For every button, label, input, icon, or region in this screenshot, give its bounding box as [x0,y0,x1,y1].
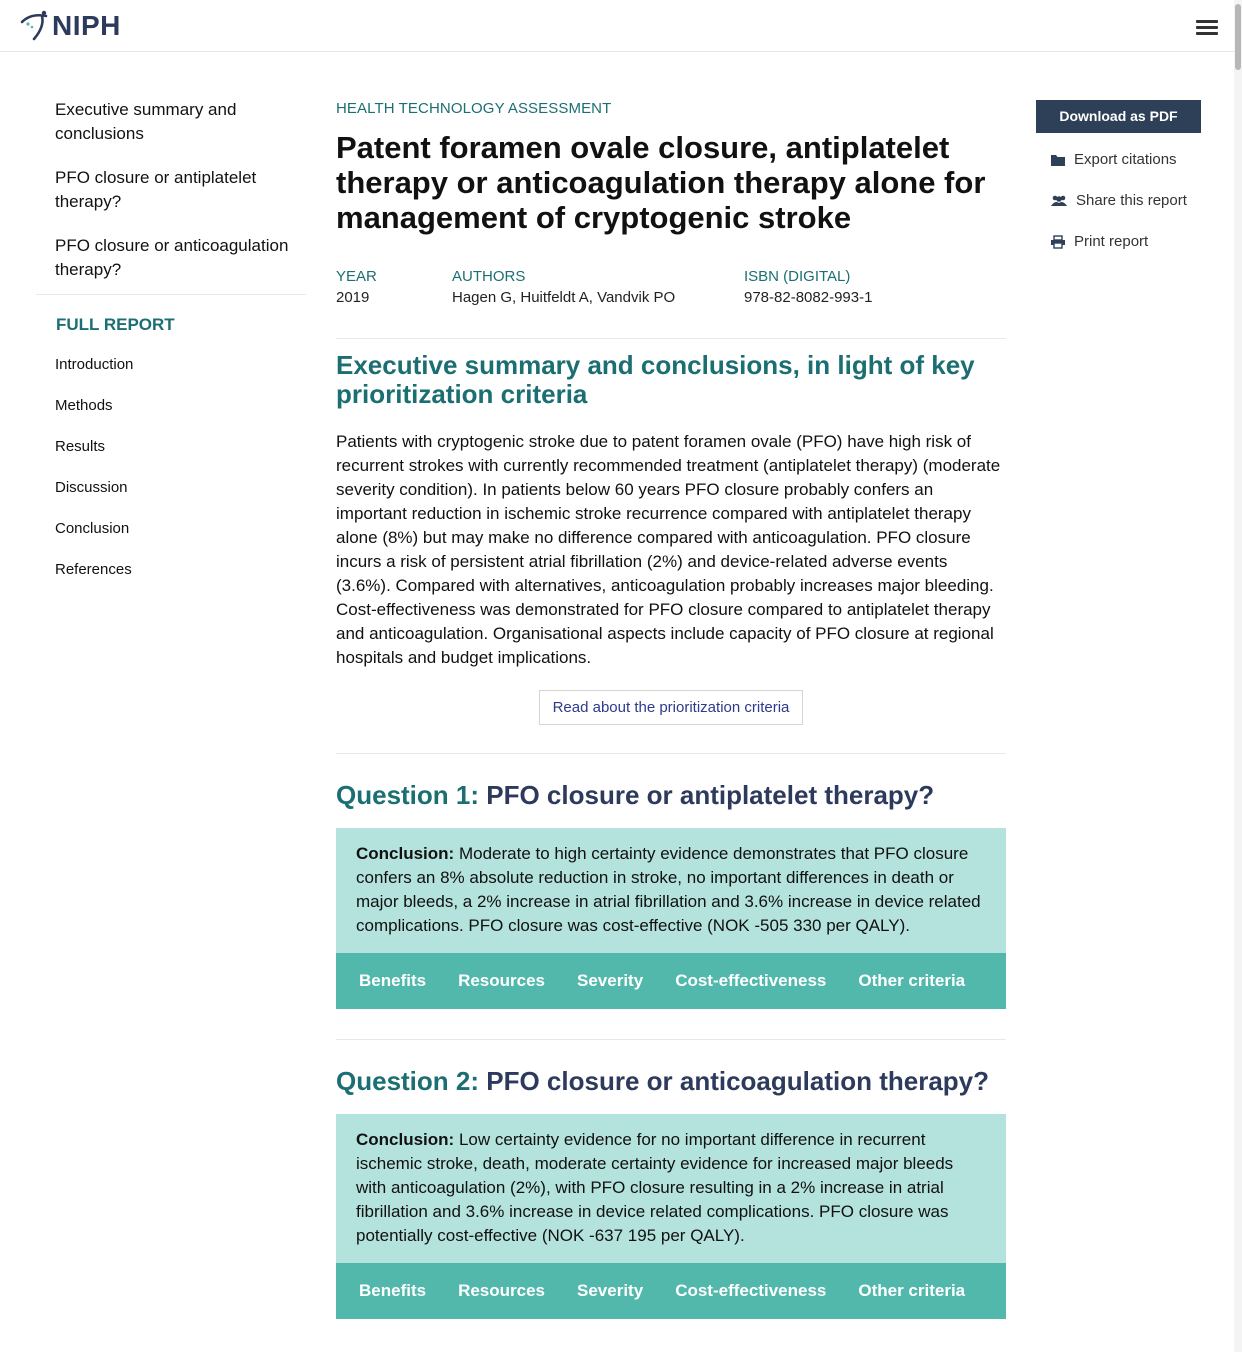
isbn-label: ISBN (DIGITAL) [744,268,851,285]
nav-discussion[interactable]: Discussion [55,479,128,496]
authors-label: AUTHORS [452,268,526,285]
tab-severity[interactable]: Severity [577,971,644,990]
report-actions [1036,100,1201,262]
nav-conclusion[interactable]: Conclusion [55,520,130,537]
nav-methods[interactable]: Methods [55,397,113,414]
nav-introduction[interactable]: Introduction [55,356,134,373]
tab-benefits[interactable]: Benefits [359,971,427,990]
niph-logo-icon [20,10,50,42]
report-category: HEALTH TECHNOLOGY ASSESSMENT [336,100,612,117]
conclusion-text: Low certainty evidence for no important difference in recurrent ischemic stroke, death, moderate certainty evidence for increased major bleeds with anticoagulation (2%), with PFO closure resulting in a 2% increase in atrial fibrillation and 3.6% increase in device related complications. PFO closure was potentially cost-effective (NOK -637 195 per QALY). [356,1130,954,1245]
scrollbar-thumb[interactable] [1235,4,1241,70]
export-citations-link[interactable] [1036,139,1201,180]
question-2-title: PFO closure or anticoagulation therapy? [486,1066,989,1096]
question-2-conclusion [336,1114,1006,1263]
conclusion-label: Conclusion: [356,844,455,863]
tab-other-criteria[interactable]: Other criteria [858,1281,966,1300]
toc-item-question-1[interactable]: PFO closure or antiplatelet therapy? [55,168,257,211]
section-divider [336,753,1006,754]
isbn-value: 978-82-8082-993-1 [744,289,873,306]
report-meta [336,266,1006,308]
question-1-title: PFO closure or antiplatelet therapy? [486,780,935,810]
question-2-criteria-tabs [336,1263,1006,1319]
nav-references[interactable]: References [55,561,132,578]
section-divider [336,1039,1006,1040]
tab-cost-effectiveness[interactable]: Cost-effectiveness [675,1281,827,1300]
print-report-link[interactable] [1036,221,1201,262]
scrollbar[interactable] [1234,0,1242,1352]
full-report-heading: FULL REPORT [56,315,175,334]
share-report-label: Share this report [1076,192,1187,209]
toc-item-question-2[interactable]: PFO closure or anticoagulation therapy? [55,236,289,279]
tab-benefits[interactable]: Benefits [359,1281,427,1300]
summary-heading: Executive summary and conclusions, in light of key prioritization criteria [336,350,975,409]
question-2-number: Question 2: [336,1066,480,1096]
left-navigation [36,98,306,601]
prioritization-criteria-button[interactable]: Read about the prioritization criteria [539,690,804,725]
summary-text: Patients with cryptogenic stroke due to patent foramen ovale (PFO) have high risk of recurrent strokes with currently recommended treatment (antiplatelet therapy) (moderate severity condition). In patients below 60 years PFO closure probably confers an important reduction in ischemic stroke recurrence compared with antiplatelet therapy alone (8%) but may make no difference compared with anticoagulation. PFO closure incurs a risk of persistent atrial fibrillation (2%) and device-related adverse events (3.6%). Compared with alternatives, anticoagulation probably increases major bleeding. Cost-effectiveness was demonstrated for PFO closure compared to antiplatelet therapy and anticoagulation. Organisational aspects include capacity of PFO closure at regional hospitals and budget implications. [336,432,1001,667]
tab-resources[interactable]: Resources [458,971,546,990]
niph-logo[interactable] [20,8,121,44]
toc-item-executive-summary[interactable]: Executive summary and conclusions [55,100,237,143]
folder-icon [1050,153,1066,167]
question-2-heading [336,1066,1006,1096]
year-label: YEAR [336,268,377,285]
question-1-number: Question 1: [336,780,480,810]
print-report-label: Print report [1074,233,1149,250]
logo-text: NIPH [52,10,121,41]
question-1-heading [336,780,1006,810]
print-icon [1050,235,1066,249]
hamburger-menu-icon[interactable] [1196,18,1220,36]
question-1-criteria-tabs [336,953,1006,1009]
nav-results[interactable]: Results [55,438,106,455]
export-citations-label: Export citations [1074,151,1177,168]
share-report-link[interactable] [1036,180,1201,221]
tab-other-criteria[interactable]: Other criteria [858,971,966,990]
tab-severity[interactable]: Severity [577,1281,644,1300]
report-title: Patent foramen ovale closure, antiplatelet therapy or anticoagulation therapy alone for management of cryptogenic stroke [336,130,986,235]
tab-resources[interactable]: Resources [458,1281,546,1300]
nav-divider [36,294,306,295]
authors-value: Hagen G, Huitfeldt A, Vandvik PO [452,289,676,306]
main-content [336,98,1006,1319]
tab-cost-effectiveness[interactable]: Cost-effectiveness [675,971,827,990]
download-pdf-button[interactable]: Download as PDF [1036,100,1201,133]
year-value: 2019 [336,289,370,306]
top-bar [0,0,1242,52]
question-1-conclusion [336,828,1006,953]
conclusion-label: Conclusion: [356,1130,455,1149]
section-divider [336,338,1006,339]
conclusion-text: Moderate to high certainty evidence demonstrates that PFO closure confers an 8% absolute reduction in stroke, no important differences in death or major bleeds, a 2% increase in atrial fibrillation and 3.6% increase in device related complications. PFO closure was cost-effective (NOK -505 330 per QALY). [356,844,981,935]
users-icon [1050,194,1068,208]
